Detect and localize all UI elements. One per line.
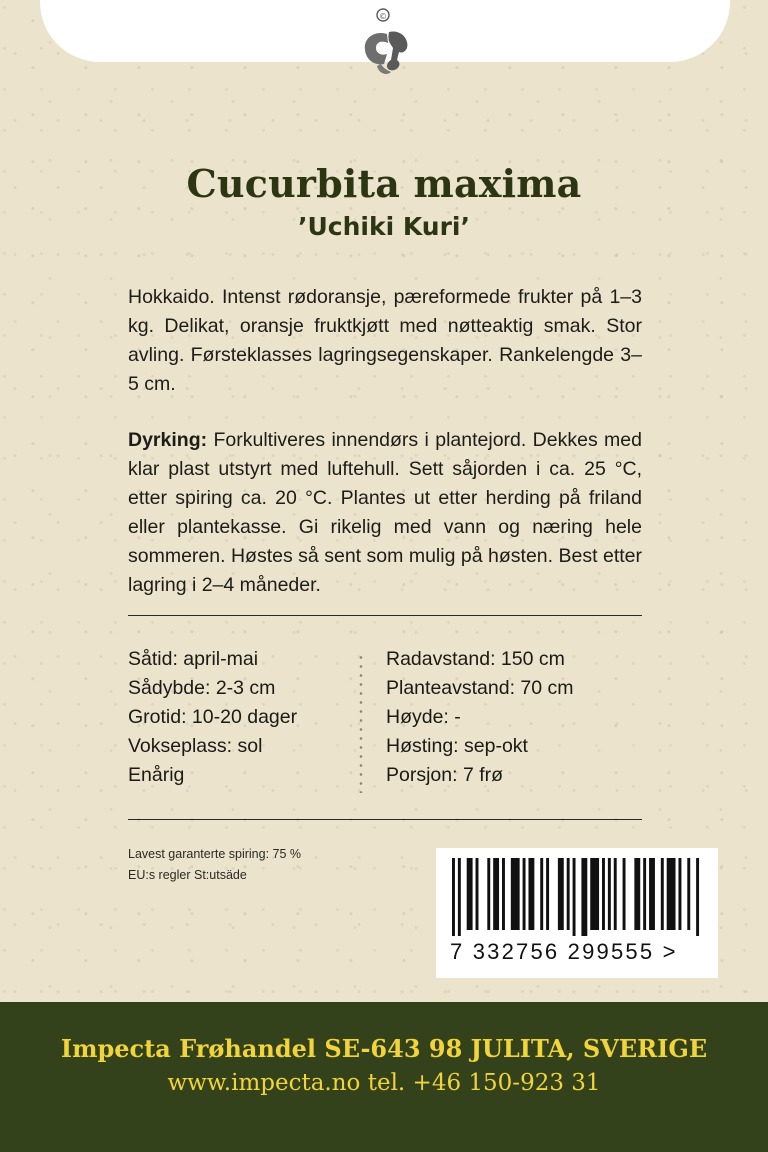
fact-lifecycle: Enårig [128, 764, 185, 786]
fact-sowing-depth: Sådybde: 2-3 cm [128, 677, 276, 699]
barcode-bar [511, 858, 520, 930]
fact-plant-spacing: Planteavstand: 70 cm [386, 677, 574, 699]
cultivar-name: ’Uchiki Kuri’ [297, 212, 470, 241]
barcode-bar [649, 858, 655, 930]
barcode-bar [567, 858, 570, 930]
footer-contact: www.impecta.no tel. +46 150-923 31 [167, 1070, 601, 1096]
dotted-separator [358, 653, 364, 793]
description-text: Hokkaido. Intenst rødoransje, pæreformede frukter på 1–3 kg. Delikat, oransje fruktkjøtt med nøtteaktig smak. Stor avling. Førsteklasses lagringsegenskaper. Rankelengde 3–5 cm. [128, 286, 642, 395]
copyright-symbol: © [379, 12, 387, 21]
barcode-bar [623, 858, 626, 930]
germination-guarantee: Lavest garanterte spiring: 75 % [128, 847, 302, 861]
divider-bottom [128, 819, 642, 820]
barcode-bar [493, 858, 499, 930]
barcode-bar [502, 858, 505, 930]
barcode-bar [546, 858, 549, 930]
barcode-bar [540, 858, 543, 930]
barcode-bar [573, 858, 576, 936]
barcode-bar [476, 858, 479, 930]
barcode-bar [667, 858, 676, 930]
fact-location: Vokseplass: sol [128, 735, 263, 757]
barcode-bar [487, 858, 490, 930]
barcode-bar [696, 858, 699, 936]
barcode-bars [452, 858, 702, 936]
regulation-note: EU:s regler St:utsäde [128, 868, 247, 882]
barcode-bar [643, 858, 646, 930]
fact-sowing-time: Såtid: april-mai [128, 648, 259, 670]
fact-harvest: Høsting: sep-okt [386, 735, 528, 757]
fact-portion: Porsjon: 7 frø [386, 764, 504, 786]
barcode-bar [661, 858, 664, 930]
fact-height: Høyde: - [386, 706, 461, 728]
cultivation-label: Dyrking: [128, 429, 208, 451]
barcode-bar [558, 858, 564, 930]
barcode-bar [634, 858, 640, 930]
barcode [436, 848, 718, 978]
footer [0, 1002, 768, 1152]
fact-germination-time: Grotid: 10-20 dager [128, 706, 298, 728]
cultivation-paragraph [128, 426, 642, 600]
cultivation-text: Forkultiveres innendørs i plantejord. Dekkes med klar plast utstyrt med luftehull. Sett såjorden i ca. 25 °C, etter spiring ca. 20 °C. Plantes ut etter herding på friland eller plantekasse. Gi rikelig med vann og næring hele sommeren. Høstes så sent som mulig på høsten. Best etter lagring i 2–4 måneder. [128, 429, 642, 596]
barcode-bar [523, 858, 526, 930]
facts-right [386, 645, 574, 790]
barcode-bar [590, 858, 599, 930]
barcode-number: 7 332756 299555 > [450, 939, 678, 964]
barcode-bar [467, 858, 473, 930]
barcode-bar [614, 858, 617, 930]
footer-company: Impecta Frøhandel SE-643 98 JULITA, SVERIGE [60, 1034, 708, 1063]
barcode-bar [452, 858, 455, 936]
facts-left [128, 645, 297, 790]
divider-top [128, 615, 642, 616]
barcode-bar [687, 858, 690, 930]
barcode-bar [458, 858, 461, 936]
barcode-bar [602, 858, 605, 930]
barcode-bar [678, 858, 681, 930]
barcode-bar [528, 858, 534, 930]
fact-row-spacing: Radavstand: 150 cm [386, 648, 565, 670]
barcode-bar [581, 858, 587, 936]
barcode-bar [608, 858, 611, 930]
impecta-logo-icon [357, 4, 413, 80]
latin-name: Cucurbita maxima [186, 161, 582, 206]
